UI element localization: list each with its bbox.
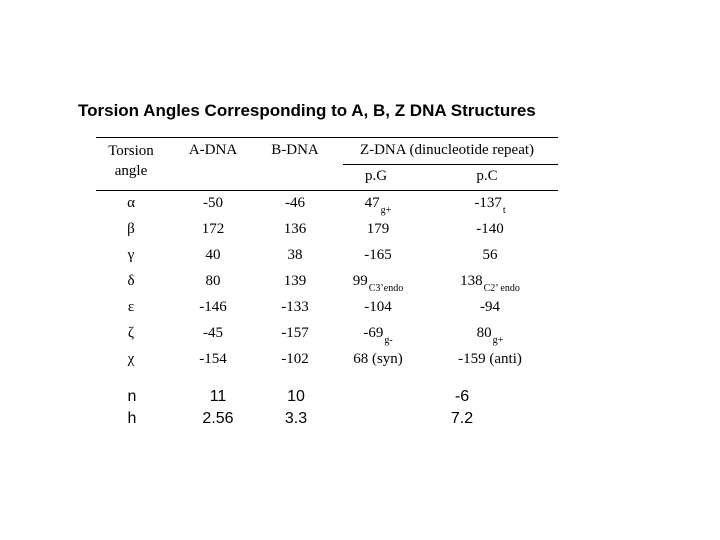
- cell-a-dna-value: -50: [203, 195, 223, 211]
- cell-angle: [96, 195, 166, 212]
- cell-angle-value: β: [127, 221, 135, 237]
- cell-z-pc-value: -159 (anti): [458, 351, 522, 367]
- cell-angle: [96, 299, 166, 316]
- cell-z-pc-value: 80: [476, 325, 492, 341]
- header-torsion-line2: angle: [114, 163, 148, 179]
- cell-a-dna: [178, 221, 248, 238]
- cell-z-pc-subscript: C2’ endo: [483, 283, 520, 294]
- cell-a-dna: [178, 299, 248, 316]
- footer-z-dna: [432, 386, 492, 430]
- cell-b-dna-value: -46: [285, 195, 305, 211]
- footer-a-n: 11: [209, 388, 227, 405]
- cell-b-dna-value: 139: [283, 273, 307, 289]
- cell-angle-value: ε: [127, 299, 135, 315]
- cell-a-dna-value: 172: [201, 221, 225, 237]
- cell-a-dna: [178, 273, 248, 290]
- page-title: Torsion Angles Corresponding to A, B, Z DNA Structures: [78, 101, 536, 120]
- cell-z-pg-value: 99: [352, 273, 368, 289]
- cell-a-dna: [178, 247, 248, 264]
- cell-a-dna-value: 80: [205, 273, 221, 289]
- header-pc: p.C: [476, 168, 498, 184]
- cell-b-dna: [259, 273, 331, 290]
- cell-z-pc: [438, 351, 542, 368]
- cell-b-dna: [259, 351, 331, 368]
- z-dna-subheader-rule: [343, 164, 558, 165]
- cell-b-dna-value: -102: [281, 351, 309, 367]
- header-bottom-rule: [96, 190, 558, 191]
- footer-labels: [122, 386, 142, 430]
- cell-z-pg-value: 179: [366, 221, 390, 237]
- cell-angle-value: δ: [127, 273, 135, 289]
- footer-z-n: -6: [454, 388, 470, 405]
- cell-z-pc-value: -94: [480, 299, 500, 315]
- cell-a-dna: [178, 351, 248, 368]
- cell-angle-value: ζ: [127, 325, 135, 341]
- footer-b-h: 3.3: [284, 410, 308, 427]
- cell-a-dna-value: -45: [203, 325, 223, 341]
- cell-z-pg-value: 47: [364, 195, 380, 211]
- cell-angle: [96, 325, 166, 342]
- cell-b-dna: [259, 299, 331, 316]
- cell-a-dna-value: -146: [199, 299, 227, 315]
- cell-b-dna-value: -157: [281, 325, 309, 341]
- cell-z-pg: [338, 273, 418, 294]
- header-torsion-angle: [96, 141, 166, 181]
- cell-b-dna: [259, 247, 331, 264]
- footer-a-h: 2.56: [202, 410, 234, 427]
- cell-z-pg: [338, 247, 418, 264]
- cell-a-dna-value: -154: [199, 351, 227, 367]
- cell-z-pg-subscript: g-: [384, 335, 393, 346]
- header-a-dna: A-DNA: [188, 142, 238, 158]
- cell-z-pg-value: -69: [363, 325, 384, 341]
- cell-a-dna: [178, 195, 248, 212]
- cell-z-pg-subscript: g+: [380, 205, 392, 216]
- cell-z-pc-value: 138: [460, 273, 483, 289]
- header-top-rule: [96, 137, 558, 138]
- header-torsion-line1: Torsion: [108, 143, 154, 159]
- cell-z-pg: [338, 351, 418, 368]
- cell-z-pg-value: -165: [364, 247, 392, 263]
- cell-angle: [96, 351, 166, 368]
- cell-b-dna: [259, 325, 331, 342]
- cell-b-dna: [259, 221, 331, 238]
- cell-z-pg: [338, 325, 418, 346]
- header-z-dna: Z-DNA (dinucleotide repeat): [359, 142, 535, 158]
- cell-z-pg: [338, 195, 418, 216]
- cell-z-pc: [438, 273, 542, 294]
- cell-b-dna-value: 136: [283, 221, 307, 237]
- cell-z-pc-subscript: g+: [492, 335, 504, 346]
- cell-z-pg: [338, 221, 418, 238]
- header-b-dna: B-DNA: [271, 142, 319, 158]
- cell-a-dna: [178, 325, 248, 342]
- cell-a-dna-value: 40: [205, 247, 221, 263]
- cell-z-pg: [338, 299, 418, 316]
- footer-b-n: 10: [287, 388, 305, 405]
- cell-z-pg-value: 68 (syn): [353, 351, 403, 367]
- footer-z-h: 7.2: [450, 410, 474, 427]
- footer-n-label: n: [127, 388, 137, 405]
- footer-h-label: h: [127, 410, 137, 427]
- cell-angle-value: α: [127, 195, 135, 211]
- cell-angle: [96, 247, 166, 264]
- cell-z-pc: [438, 325, 542, 346]
- cell-z-pc: [438, 221, 542, 238]
- cell-z-pc-value: -140: [476, 221, 504, 237]
- cell-angle: [96, 273, 166, 290]
- header-pg: p.G: [364, 168, 388, 184]
- cell-b-dna: [259, 195, 331, 212]
- footer-a-dna: [188, 386, 248, 430]
- cell-z-pc-value: -137: [474, 195, 502, 211]
- cell-z-pc: [438, 299, 542, 316]
- cell-angle: [96, 221, 166, 238]
- cell-z-pc-value: 56: [482, 247, 498, 263]
- cell-z-pc: [438, 195, 542, 216]
- footer-b-dna: [266, 386, 326, 430]
- cell-b-dna-value: 38: [287, 247, 303, 263]
- cell-z-pc-subscript: t: [502, 205, 506, 216]
- cell-angle-value: χ: [127, 351, 135, 367]
- cell-angle-value: γ: [127, 247, 135, 263]
- cell-b-dna-value: -133: [281, 299, 309, 315]
- cell-z-pg-value: -104: [364, 299, 392, 315]
- cell-z-pc: [438, 247, 542, 264]
- cell-z-pg-subscript: C3’endo: [368, 283, 404, 294]
